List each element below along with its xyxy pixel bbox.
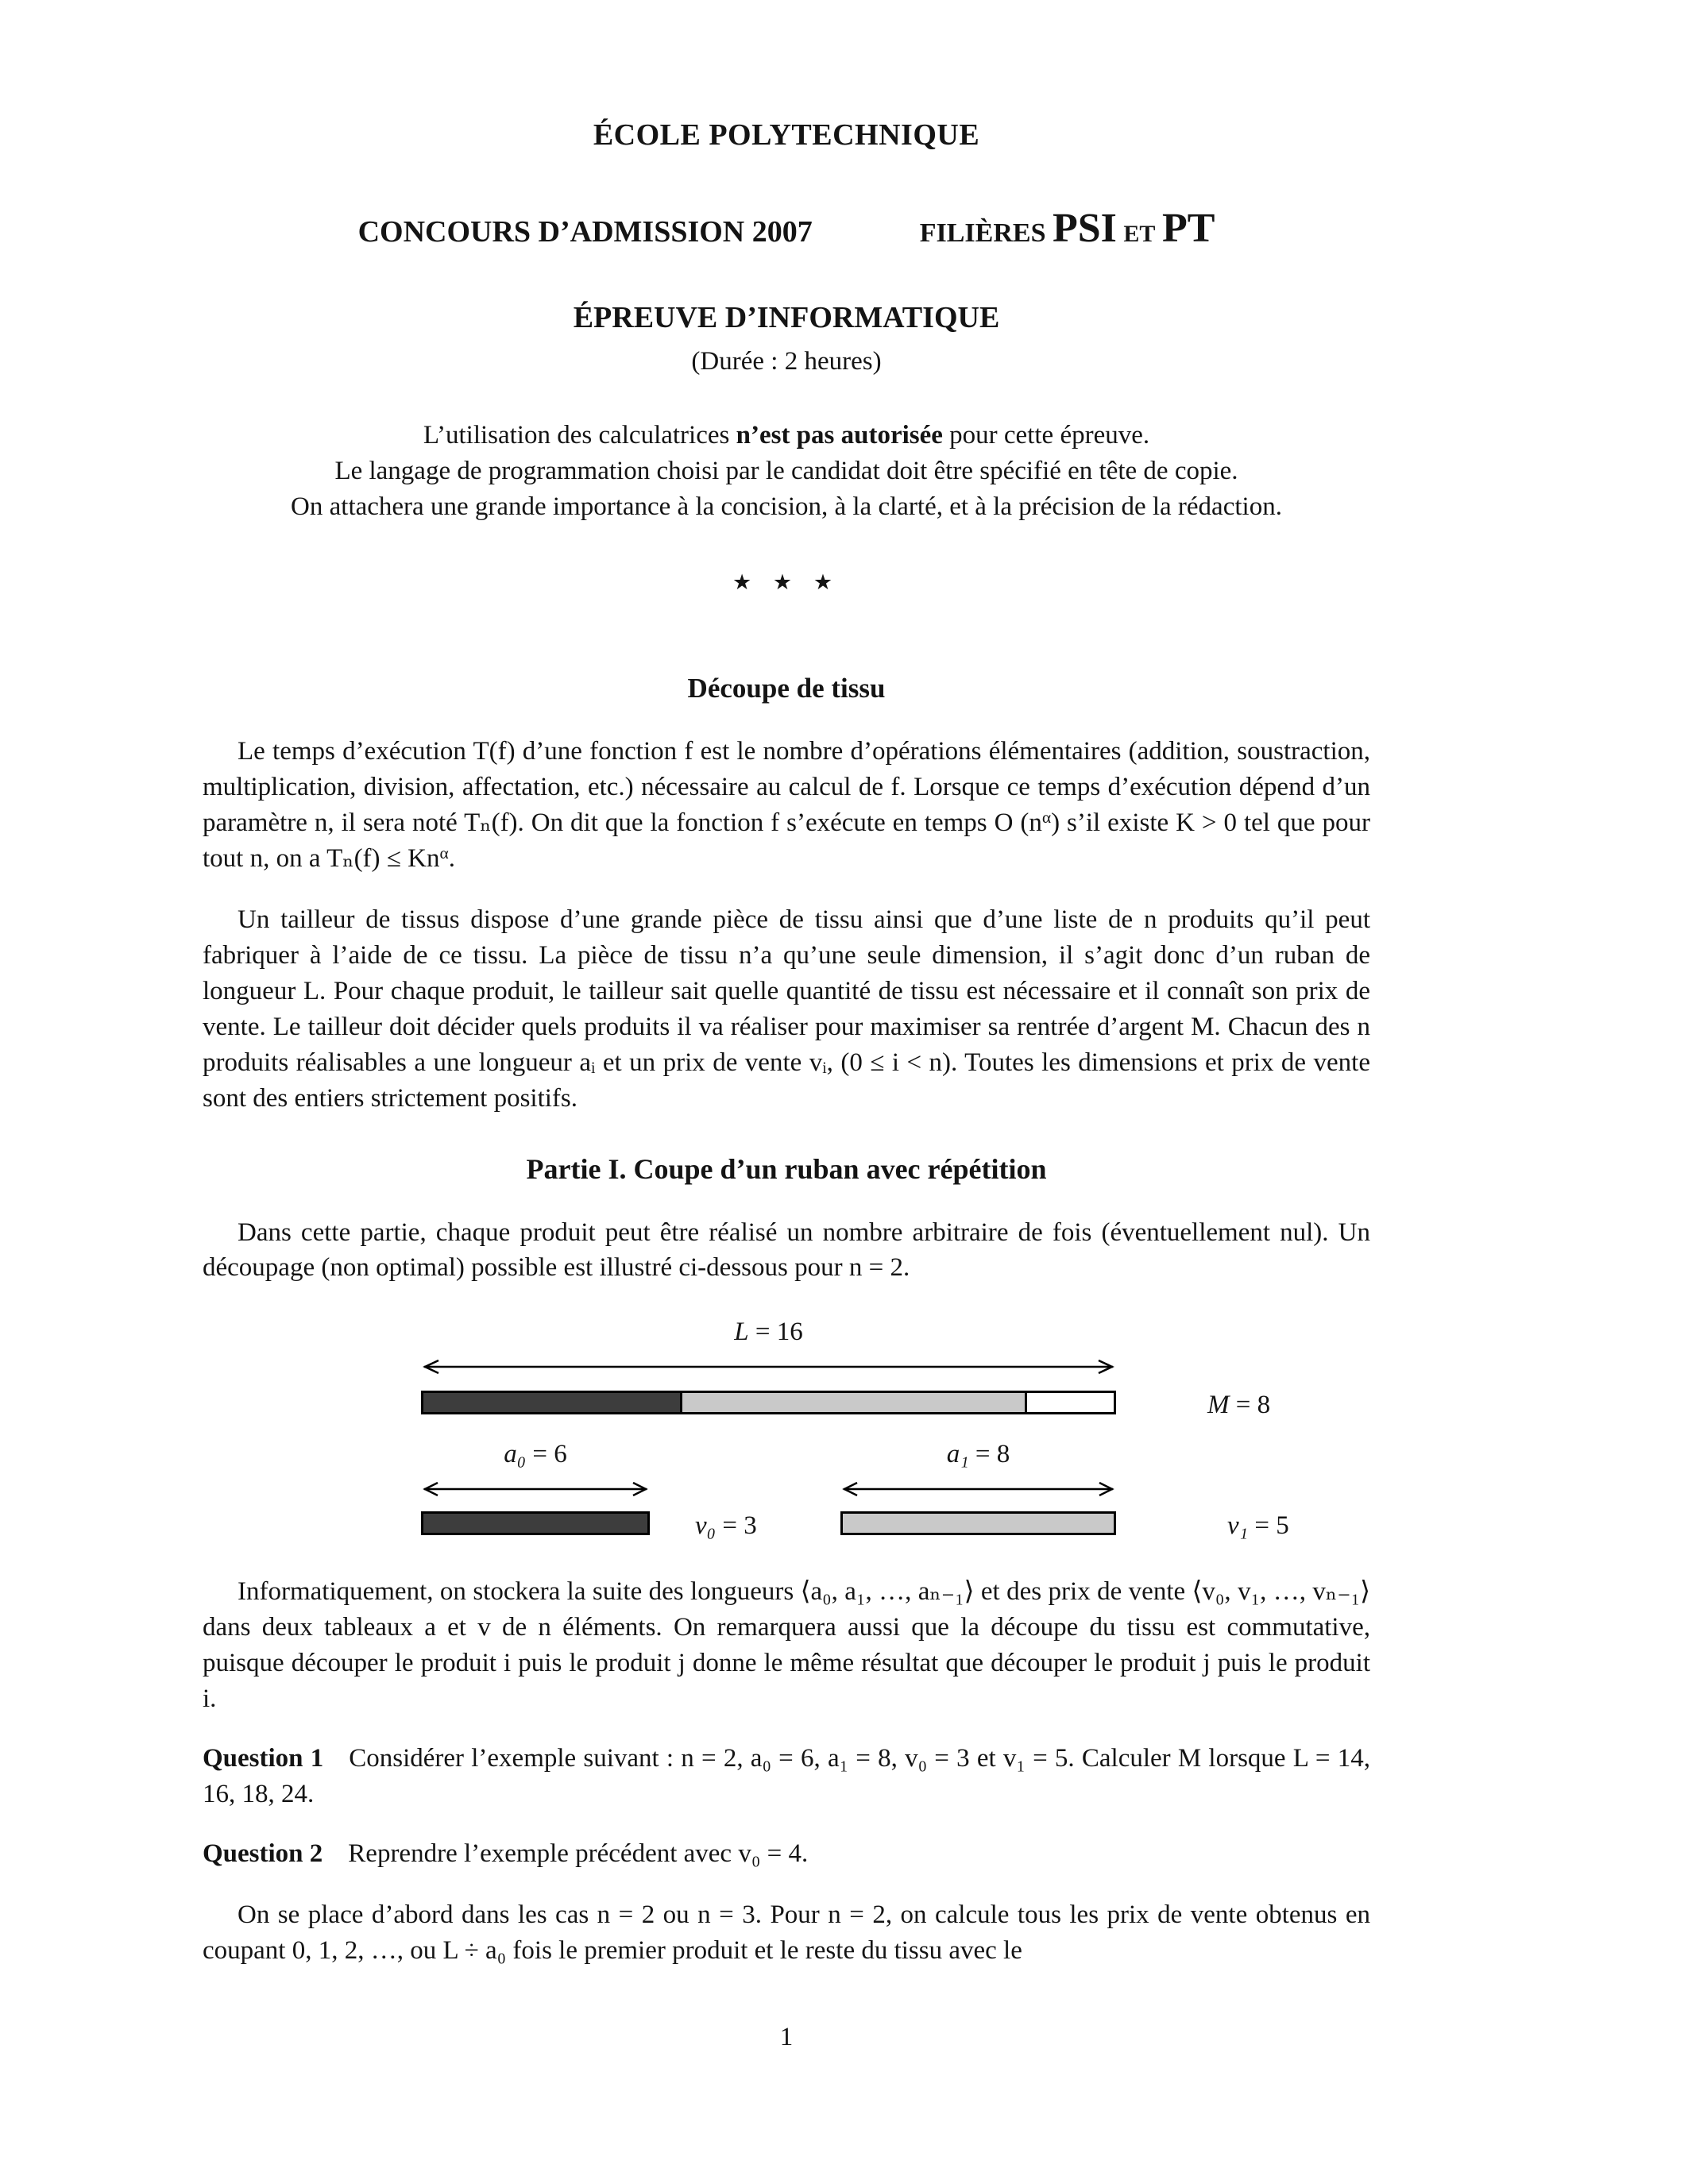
figure-label-v1 bbox=[1227, 1508, 1289, 1544]
figure-val-v1: = 5 bbox=[1248, 1511, 1289, 1541]
figure-label-a0 bbox=[421, 1437, 650, 1472]
p1-alpha-sup-1: α bbox=[1041, 807, 1052, 827]
figure-val-a0: = 6 bbox=[526, 1440, 567, 1469]
part1-title: Partie I. Coupe d’un ruban avec répétition bbox=[526, 1152, 1047, 1185]
question-1-text: Considérer l’exemple suivant : n = 2, a₀ = 6, a₁ = 8, v₀ = 3 et v₁ = 5. Calculer M lorsque L = 14, 16, 18, 24. bbox=[203, 1743, 1370, 1808]
paragraph-execution-time bbox=[203, 734, 1370, 877]
question-1 bbox=[203, 1741, 1370, 1812]
figure-label-v0 bbox=[695, 1508, 757, 1544]
p1-segment-c: . bbox=[448, 843, 455, 873]
filiere-psi: PSI bbox=[1052, 205, 1117, 251]
ribbon-segment-reste bbox=[1027, 1393, 1114, 1412]
stars-separator: ★ ★ ★ bbox=[732, 569, 841, 594]
ribbon-segment-produit-0 bbox=[423, 1393, 682, 1412]
notice-line-3: On attachera une grande importance à la concision, à la clarté, et à la précision de la rédaction. bbox=[291, 492, 1282, 521]
filiere-pt: PT bbox=[1161, 205, 1215, 251]
figure-var-a1: a₁ bbox=[946, 1440, 969, 1469]
epreuve-title: ÉPREUVE D’INFORMATIQUE bbox=[573, 301, 1000, 335]
question-2 bbox=[203, 1836, 1370, 1872]
section-title: Découpe de tissu bbox=[687, 673, 886, 704]
filieres-title bbox=[920, 201, 1215, 257]
figure-val-v0: = 3 bbox=[716, 1511, 757, 1541]
concours-row bbox=[203, 201, 1370, 257]
figure-var-a0: a₀ bbox=[504, 1440, 527, 1469]
filieres-label: FILIÈRES bbox=[919, 218, 1046, 248]
figure-label-M bbox=[1207, 1387, 1270, 1423]
paragraph-case-n2-n3: On se place d’abord dans les cas n = 2 ou n = 3. Pour n = 2, on calcule tous les prix de vente obtenus en coupant 0, 1, 2, …, ou L ÷ a₀ fois le premier produit et le reste du tissu avec le bbox=[203, 1900, 1370, 1966]
figure-val-M: = 8 bbox=[1229, 1391, 1271, 1420]
figure-val-a1: = 8 bbox=[968, 1440, 1010, 1469]
p1-segment-b: ) s’il existe K > 0 tel que pour tout n, on a Tₙ(f) ≤ Kn bbox=[203, 808, 1370, 873]
page-number: 1 bbox=[779, 2023, 794, 2052]
double-arrow-a0 bbox=[421, 1480, 650, 1499]
figure-label-a1 bbox=[840, 1437, 1116, 1472]
figure-var-L: L bbox=[734, 1318, 749, 1347]
figure-var-v1: v₁ bbox=[1227, 1511, 1249, 1541]
figure-var-M: M bbox=[1207, 1391, 1230, 1420]
duration-note: (Durée : 2 heures) bbox=[691, 347, 882, 376]
notice-line-1 bbox=[203, 418, 1370, 453]
filieres-et: ET bbox=[1123, 220, 1156, 247]
notice-line-2: Le langage de programmation choisi par le candidat doit être spécifié en tête de copie. bbox=[334, 456, 1238, 485]
concours-title: CONCOURS D’ADMISSION 2007 bbox=[357, 214, 813, 249]
p1-segment-a: Le temps d’exécution T(f) d’une fonction f est le nombre d’opérations élémentaires (addition, soustraction, multiplication, division, affectation, etc.) nécessaire au calcul de f. Lorsque ce temps d’exécution dépend d’un paramètre n, il sera noté Tₙ(f). On dit que la fonction f s’exécute en temps O (n bbox=[203, 736, 1370, 837]
ribbon-figure bbox=[203, 1316, 1370, 1548]
double-arrow-a1 bbox=[840, 1480, 1116, 1499]
school-title: ÉCOLE POLYTECHNIQUE bbox=[593, 118, 980, 152]
p1-alpha-sup-2: α bbox=[439, 843, 449, 862]
product1-bar bbox=[840, 1511, 1116, 1535]
page-content bbox=[203, 0, 1370, 2055]
notice-line1-post: pour cette épreuve. bbox=[942, 420, 1150, 450]
figure-val-L: = 16 bbox=[748, 1318, 803, 1347]
tissue-ribbon bbox=[421, 1391, 1116, 1414]
notice-line1-pre: L’utilisation des calculatrices bbox=[423, 420, 736, 450]
paragraph-tailor: Un tailleur de tissus dispose d’une grande pièce de tissu ainsi que d’une liste de n produits qu’il peut fabriquer à l’aide de ce tissu. La pièce de tissu n’a qu’une seule dimension, il s’agit donc d’un ruban de longueur L. Pour chaque produit, le tailleur sait quelle quantité de tissu est nécessaire et il connaît son prix de vente. Le tailleur doit décider quels produits il va réaliser pour maximiser sa rentrée d’argent M. Chacun des n produits réalisables a une longueur aᵢ et un prix de vente vᵢ, (0 ≤ i < n). Toutes les dimensions et prix de vente sont des entiers strictement positifs. bbox=[203, 905, 1370, 1113]
notice-line1-bold: n’est pas autorisée bbox=[736, 420, 943, 450]
double-arrow-L bbox=[421, 1357, 1116, 1376]
question-2-text: Reprendre l’exemple précédent avec v₀ = 4. bbox=[348, 1839, 809, 1868]
exam-notice bbox=[203, 418, 1370, 525]
question-2-label: Question 2 bbox=[203, 1839, 323, 1868]
paragraph-part1-intro: Dans cette partie, chaque produit peut être réalisé un nombre arbitraire de fois (éventuellement nul). Un découpage (non optimal) possible est illustré ci-dessous pour n = 2. bbox=[203, 1217, 1370, 1283]
paragraph-arrays: Informatiquement, on stockera la suite des longueurs ⟨a₀, a₁, …, aₙ₋₁⟩ et des prix de vente ⟨v₀, v₁, …, vₙ₋₁⟩ dans deux tableaux a et v de n éléments. On remarquera aussi que la découpe du tissu est commutative, puisque découper le produit i puis le produit j donne le même résultat que découper le produit j puis le produit i. bbox=[203, 1577, 1370, 1713]
product0-bar bbox=[421, 1511, 650, 1535]
figure-var-v0: v₀ bbox=[695, 1511, 717, 1541]
ribbon-segment-produit-1 bbox=[682, 1393, 1028, 1412]
figure-label-L bbox=[421, 1314, 1116, 1350]
question-1-label: Question 1 bbox=[203, 1743, 324, 1773]
